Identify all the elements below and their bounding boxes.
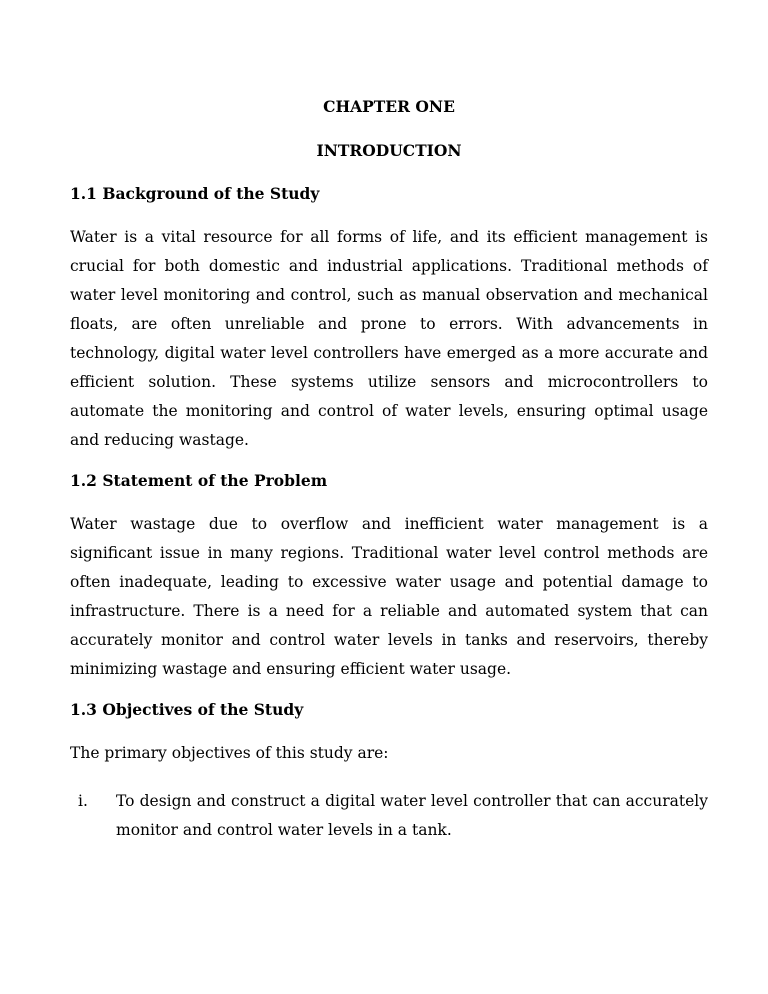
list-item-text: To design and construct a digital water level controller that can accurately monitor and control water levels in a tank. [116,792,708,839]
chapter-title: CHAPTER ONE [323,97,455,116]
paragraph-objectives-intro: The primary objectives of this study are: [70,744,389,762]
document-page [70,96,708,845]
paragraph-problem: Water wastage due to overflow and inefficient water management is a significant issue in many regions. Traditional water level control methods are often inadequate, leading to excessive water usage and potential damage to infrastructure. There is a need for a reliable and automated system that can accurately monitor and control water levels in tanks and reservoirs, thereby minimizing wastage and ensuring efficient water usage. [70,515,708,678]
section-heading-background: 1.1 Background of the Study [70,184,320,203]
objectives-list [70,787,708,845]
paragraph-background: Water is a vital resource for all forms of life, and its efficient management is crucial for both domestic and industrial applications. Traditional methods of water level monitoring and control, such as manual observation and mechanical floats, are often unreliable and prone to errors. With advancements in technology, digital water level controllers have emerged as a more accurate and efficient solution. These systems utilize sensors and microcontrollers to automate the monitoring and control of water levels, ensuring optimal usage and reducing wastage. [70,228,708,449]
section-heading-problem: 1.2 Statement of the Problem [70,471,328,490]
list-item [70,787,708,845]
chapter-subtitle: INTRODUCTION [316,141,462,160]
section-heading-objectives: 1.3 Objectives of the Study [70,700,304,719]
list-item-marker: i. [78,792,88,810]
